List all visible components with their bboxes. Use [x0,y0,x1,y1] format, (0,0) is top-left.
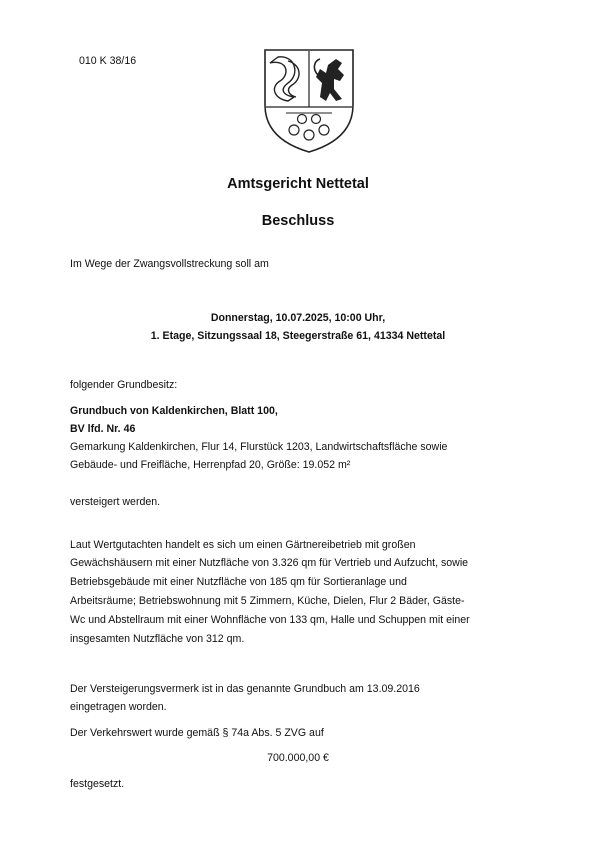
auction-location: 1. Etage, Sitzungssaal 18, Steegerstraße 61, 41334 Nettetal [150,330,446,342]
appraisal-line: Betriebsgebäude mit einer Nutzfläche von 185 qm für Sortieranlage und [70,576,407,588]
appraisal-line: insgesamten Nutzfläche von 312 qm. [70,633,245,645]
intro-text: Im Wege der Zwangsvollstreckung soll am [70,258,269,270]
appraisal-line: Laut Wertgutachten handelt es sich um einen Gärtnereibetrieb mit großen [70,539,416,551]
file-number: 010 K 38/16 [79,55,137,67]
register-line: Der Versteigerungsvermerk ist in das genannte Grundbuch am 13.09.2016 [70,683,420,695]
value-intro: Der Verkehrswert wurde gemäß § 74a Abs. 5 ZVG auf [70,727,324,739]
property-intro: folgender Grundbesitz: [70,379,178,391]
appraisal-line: Gewächshäusern mit einer Nutzfläche von 3.326 qm für Vertrieb und Aufzucht, sowie [70,557,469,569]
coat-of-arms-logo [262,47,356,155]
land-register: Grundbuch von Kaldenkirchen, Blatt 100, [70,405,278,417]
auction-date: Donnerstag, 10.07.2025, 10:00 Uhr, [210,312,386,324]
bv-number: BV lfd. Nr. 46 [70,423,136,435]
appraisal-line: Arbeitsräume; Betriebswohnung mit 5 Zimmern, Küche, Dielen, Flur 2 Bäder, Gäste- [70,595,465,607]
document-type: Beschluss [261,213,335,229]
appraisal-line: Wc und Abstellraum mit einer Wohnfläche von 133 qm, Halle und Schuppen mit einer [70,614,470,626]
auction-statement: versteigert werden. [70,496,161,508]
parcel-line: Gebäude- und Freifläche, Herrenpfad 20, Größe: 19.052 m² [70,459,351,471]
parcel-line: Gemarkung Kaldenkirchen, Flur 14, Flurstück 1203, Landwirtschaftsfläche sowie [70,441,448,453]
court-name: Amtsgericht Nettetal [227,176,369,192]
register-line: eingetragen worden. [70,701,167,713]
market-value: 700.000,00 € [267,752,329,764]
closing-text: festgesetzt. [70,778,125,790]
